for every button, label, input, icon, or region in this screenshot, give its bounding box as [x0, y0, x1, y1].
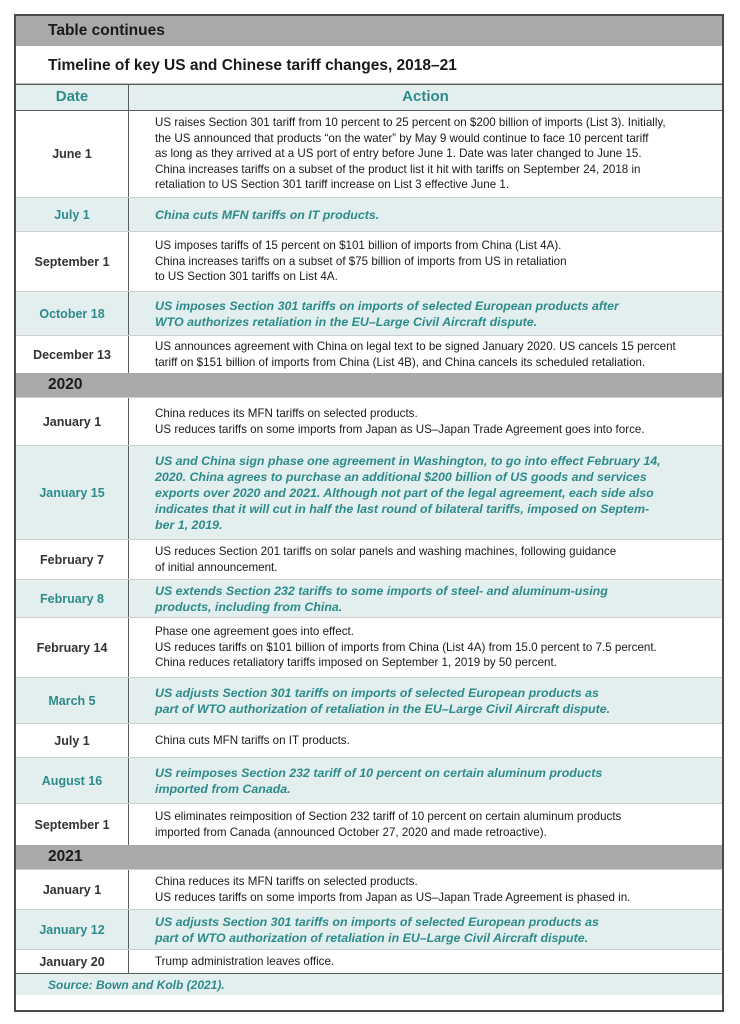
table-row	[16, 869, 722, 909]
row-date: March 5	[16, 678, 129, 723]
action-line: Phase one agreement goes into effect.	[155, 625, 354, 639]
action-line: products, including from China.	[155, 599, 343, 614]
table-continues-band: Table continues	[16, 16, 722, 46]
action-line: ber 1, 2019.	[155, 517, 223, 532]
action-line: China increases tariffs on a subset of the product list it hit with tariffs on September 24, 2018 in	[155, 162, 641, 176]
action-line: US reduces tariffs on $101 billion of imports from China (List 4A) from 15.0 percent to 7.5 percent.	[155, 640, 657, 654]
row-action	[129, 336, 722, 373]
date-column-header: Date	[16, 85, 129, 110]
table-row	[16, 617, 722, 677]
row-date: December 13	[16, 336, 129, 373]
action-line: US adjusts Section 301 tariffs on imports of selected European products as	[155, 914, 599, 929]
action-line: China cuts MFN tariffs on IT products.	[155, 207, 380, 222]
row-date: October 18	[16, 292, 129, 335]
table-row	[16, 445, 722, 539]
row-action	[129, 540, 722, 579]
table-row	[16, 197, 722, 231]
row-date: September 1	[16, 804, 129, 845]
action-line: US imposes Section 301 tariffs on imports of selected European products after	[155, 298, 619, 313]
row-date: January 15	[16, 446, 129, 539]
year-heading-2020: 2020	[16, 373, 722, 397]
row-date: February 14	[16, 618, 129, 677]
table-row	[16, 397, 722, 445]
action-line: US imposes tariffs of 15 percent on $101 billion of imports from China (List 4A).	[155, 239, 562, 253]
table-row	[16, 539, 722, 579]
action-line: US reduces Section 201 tariffs on solar panels and washing machines, following guidance	[155, 545, 617, 558]
row-date: February 7	[16, 540, 129, 579]
row-action	[129, 292, 722, 335]
table-row	[16, 949, 722, 973]
row-action	[129, 580, 722, 617]
action-line: part of WTO authorization of retaliation in EU–Large Civil Aircraft dispute.	[155, 930, 589, 945]
row-date: July 1	[16, 724, 129, 757]
action-line: of initial announcement.	[155, 560, 278, 574]
action-line: indicates that it will cut in half the last round of bilateral tariffs, imposed on Septem-	[155, 501, 650, 516]
action-line: the US announced that products “on the water” by May 9 would continue to face 10 percent tariff	[155, 131, 649, 145]
row-action	[129, 232, 722, 291]
row-date: September 1	[16, 232, 129, 291]
table-row	[16, 757, 722, 803]
action-line: Trump administration leaves office.	[155, 954, 335, 968]
action-line: China cuts MFN tariffs on IT products.	[155, 733, 350, 747]
row-action	[129, 111, 722, 197]
row-date: January 12	[16, 910, 129, 949]
rows-2021-group	[16, 869, 722, 973]
action-line: US adjusts Section 301 tariffs on imports of selected European products as	[155, 685, 599, 700]
table-row	[16, 677, 722, 723]
action-line: imported from Canada (announced October 27, 2020 and made retroactive).	[155, 825, 547, 839]
row-action	[129, 804, 722, 845]
action-column-header: Action	[402, 88, 449, 105]
action-line: WTO authorizes retaliation in the EU–Large Civil Aircraft dispute.	[155, 314, 538, 329]
row-action	[129, 446, 722, 539]
row-action	[129, 870, 722, 909]
action-line: US announces agreement with China on legal text to be signed January 2020. US cancels 15 percent	[155, 340, 676, 353]
action-line: US raises Section 301 tariff from 10 percent to 25 percent on $200 billion of imports (List 3). Initially,	[155, 116, 666, 130]
action-line: to US Section 301 tariffs on List 4A.	[155, 270, 338, 284]
source-note: Source: Bown and Kolb (2021).	[16, 973, 722, 995]
row-action	[129, 398, 722, 445]
action-line: US reduces tariffs on some imports from Japan as US–Japan Trade Agreement goes into force.	[155, 422, 645, 436]
row-date: July 1	[16, 198, 129, 231]
action-line: tariff on $151 billion of imports from China (List 4B), and China cancels its scheduled retaliation.	[155, 355, 646, 369]
column-header-row	[16, 84, 722, 111]
row-date: January 1	[16, 398, 129, 445]
row-date: August 16	[16, 758, 129, 803]
action-line: US eliminates reimposition of Section 232 tariff of 10 percent on certain aluminum products	[155, 810, 622, 823]
row-action	[129, 724, 722, 757]
row-action	[129, 618, 722, 677]
action-line: imported from Canada.	[155, 781, 291, 796]
action-line: exports over 2020 and 2021. Although not part of the legal agreement, each side also	[155, 485, 654, 500]
action-line: US reimposes Section 232 tariff of 10 percent on certain aluminum products	[155, 765, 603, 780]
rows-2020-group	[16, 397, 722, 845]
action-line: China increases tariffs on a subset of $75 billion of imports from US in retaliation	[155, 254, 567, 268]
table-row	[16, 335, 722, 373]
action-line: China reduces retaliatory tariffs imposed on September 1, 2019 by 50 percent.	[155, 656, 557, 670]
table-row	[16, 579, 722, 617]
row-date: January 1	[16, 870, 129, 909]
action-line: US and China sign phase one agreement in Washington, to go into effect February 14,	[155, 453, 661, 468]
table-row	[16, 291, 722, 335]
row-date: February 8	[16, 580, 129, 617]
table-title: Timeline of key US and Chinese tariff changes, 2018–21	[16, 46, 722, 84]
table-row	[16, 111, 722, 197]
year-heading-2021: 2021	[16, 845, 722, 869]
rows-2019-group	[16, 111, 722, 373]
action-line: China reduces its MFN tariffs on selected products.	[155, 407, 418, 420]
table-row	[16, 803, 722, 845]
action-line: US extends Section 232 tariffs to some imports of steel- and aluminum-using	[155, 583, 608, 598]
row-date: June 1	[16, 111, 129, 197]
action-line: US reduces tariffs on some imports from Japan as US–Japan Trade Agreement is phased in.	[155, 890, 631, 904]
row-date: January 20	[16, 950, 129, 973]
table-row	[16, 909, 722, 949]
row-action	[129, 910, 722, 949]
row-action	[129, 950, 722, 973]
action-line: part of WTO authorization of retaliation in the EU–Large Civil Aircraft dispute.	[155, 701, 611, 716]
action-line: retaliation to US Section 301 tariff increase on List 3 effective June 1.	[155, 178, 510, 192]
action-line: as long as they arrived at a US port of entry before June 1. Date was later changed to June 15.	[155, 147, 642, 161]
table-row	[16, 723, 722, 757]
row-action	[129, 678, 722, 723]
timeline-table	[14, 14, 724, 1012]
action-line: 2020. China agrees to purchase an additional $200 billion of US goods and services	[155, 469, 647, 484]
row-action	[129, 198, 722, 231]
table-row	[16, 231, 722, 291]
action-line: China reduces its MFN tariffs on selected products.	[155, 875, 418, 888]
row-action	[129, 758, 722, 803]
